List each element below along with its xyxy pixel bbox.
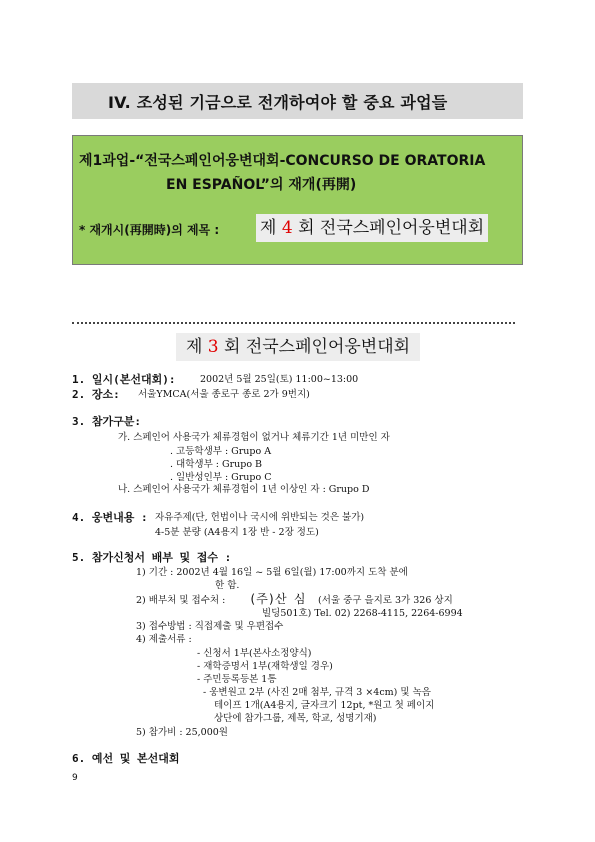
speech-value-line1: 자유주제(단, 헌법이나 국시에 위반되는 것은 불가)	[155, 512, 365, 523]
apply-office-contact: 빌딩501호) Tel. 02) 2268-4115, 2264-6994	[262, 608, 463, 619]
apply-office-address: (서울 중구 을지로 3가 326 상지	[318, 595, 453, 606]
apply-documents-label: 4) 제출서류 :	[136, 634, 192, 645]
task-title-line2: EN ESPAÑOL”의 재개(再開)	[166, 177, 357, 193]
apply-office-label: 2) 배부처 및 접수처 :	[136, 595, 226, 606]
category-ga-high-school: . 고등학생부 : Grupo A	[170, 446, 272, 457]
venue-label: 2. 장소:	[72, 388, 120, 401]
contest-title	[176, 333, 420, 361]
apply-period-cont: 한 함.	[215, 580, 240, 591]
dotted-separator	[72, 322, 515, 324]
chapter-title: IV. 조성된 기금으로 전개하여야 할 중요 과업들	[108, 93, 448, 112]
apply-office-name: (주)산 심	[249, 592, 306, 606]
reopen-prefix: 제	[260, 218, 277, 238]
apply-period: 1) 기간 : 2002년 4월 16일 ~ 5월 6일(월) 17:00까지 도착 분에	[136, 567, 408, 578]
document-item: - 신청서 1부(본사소정양식)	[197, 648, 312, 659]
category-label: 3. 참가구분:	[72, 415, 141, 428]
date-value: 2002년 5월 25일(토) 11:00~13:00	[200, 374, 359, 385]
reopen-title-label: * 재개시(再開時)의 제목 :	[79, 223, 220, 237]
reopen-title-value	[256, 214, 488, 242]
page-number: 9	[72, 773, 78, 783]
category-ga-university: . 대학생부 : Grupo B	[170, 459, 263, 470]
document-item: - 재학증명서 1부(재학생일 경우)	[197, 661, 333, 672]
document-item-cont: 테이프 1개(A4용지, 글자크기 12pt, *원고 첫 페이지	[214, 700, 435, 711]
category-na: 나. 스페인어 사용국가 체류경험이 1년 이상인 자 : Grupo D	[118, 484, 370, 495]
apply-label: 5. 참가신청서 배부 및 접수 :	[72, 551, 232, 564]
date-label: 1. 일시(본선대회):	[72, 373, 176, 386]
document-item-cont: 상단에 참가그룹, 제목, 학교, 성명기재)	[214, 713, 377, 724]
speech-value-line2: 4-5분 분량 (A4용지 1장 반 - 2장 정도)	[155, 527, 319, 538]
apply-method: 3) 접수방법 : 직접제출 및 우편접수	[136, 621, 284, 632]
prelim-label: 6. 예선 및 본선대회	[72, 752, 180, 765]
document-item: - 웅변원고 2부 (사진 2매 첨부, 규격 3 ×4cm) 및 녹음	[203, 687, 431, 698]
category-ga: 가. 스페인어 사용국가 체류경험이 없거나 체류기간 1년 미만인 자	[118, 432, 390, 443]
apply-fee: 5) 참가비 : 25,000원	[136, 727, 228, 738]
reopen-number: 4	[281, 218, 293, 238]
speech-label: 4. 웅변내용 :	[72, 511, 148, 524]
category-ga-adult: . 일반성인부 : Grupo C	[170, 472, 272, 483]
contest-number: 3	[207, 337, 219, 357]
contest-prefix: 제	[185, 337, 203, 357]
document-item: - 주민등록등본 1통	[197, 674, 277, 685]
contest-suffix: 회 전국스페인어웅변대회	[224, 337, 411, 357]
reopen-suffix: 회 전국스페인어웅변대회	[298, 218, 485, 238]
venue-value: 서울YMCA(서울 종로구 종로 2가 9번지)	[138, 389, 310, 400]
task-title-line1: 제1과업-“전국스페인어웅변대회-CONCURSO DE ORATORIA	[79, 153, 486, 169]
